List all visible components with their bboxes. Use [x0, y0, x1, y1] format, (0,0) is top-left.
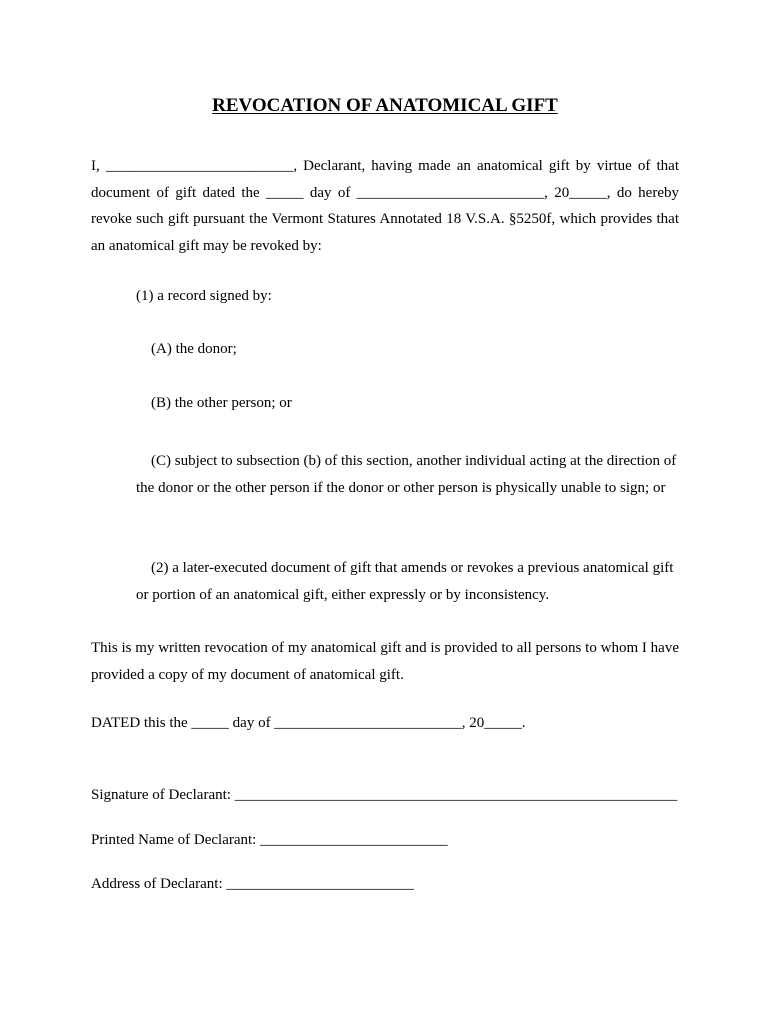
intro-paragraph: I, _________________________, Declarant, having made an anatomical gift by virtue of that document of gift dated the _____ day of _________________________, 20_____, do hereby revoke such gift pursuant the Vermont Statures Annotated 18 V.S.A. §5250f, which provides that an anatomical gift may be revoked by:: [91, 158, 679, 254]
address-line: Address of Declarant: _________________________: [91, 876, 414, 892]
item-c: (C) subject to subsection (b) of this section, another individual acting at the direction of the donor or the other person if the donor or other person is physically unable to sign; or: [136, 453, 677, 496]
item-b: (B) the other person; or: [151, 395, 292, 411]
item-a: (A) the donor;: [151, 341, 237, 357]
signature-line: Signature of Declarant: ___________________________________________________________: [91, 787, 678, 803]
dated-line: DATED this the _____ day of _________________________, 20_____.: [91, 715, 526, 731]
item-2: (2) a later-executed document of gift that amends or revokes a previous anatomical gift or portion of an anatomical gift, either expressly or by inconsistency.: [136, 560, 674, 603]
statement-paragraph: This is my written revocation of my anatomical gift and is provided to all persons to whom I have provided a copy of my document of anatomical gift.: [91, 640, 679, 683]
printed-name-line: Printed Name of Declarant: _________________________: [91, 832, 448, 848]
document-title: REVOCATION OF ANATOMICAL GIFT: [212, 95, 558, 116]
item-1: (1) a record signed by:: [136, 288, 272, 304]
